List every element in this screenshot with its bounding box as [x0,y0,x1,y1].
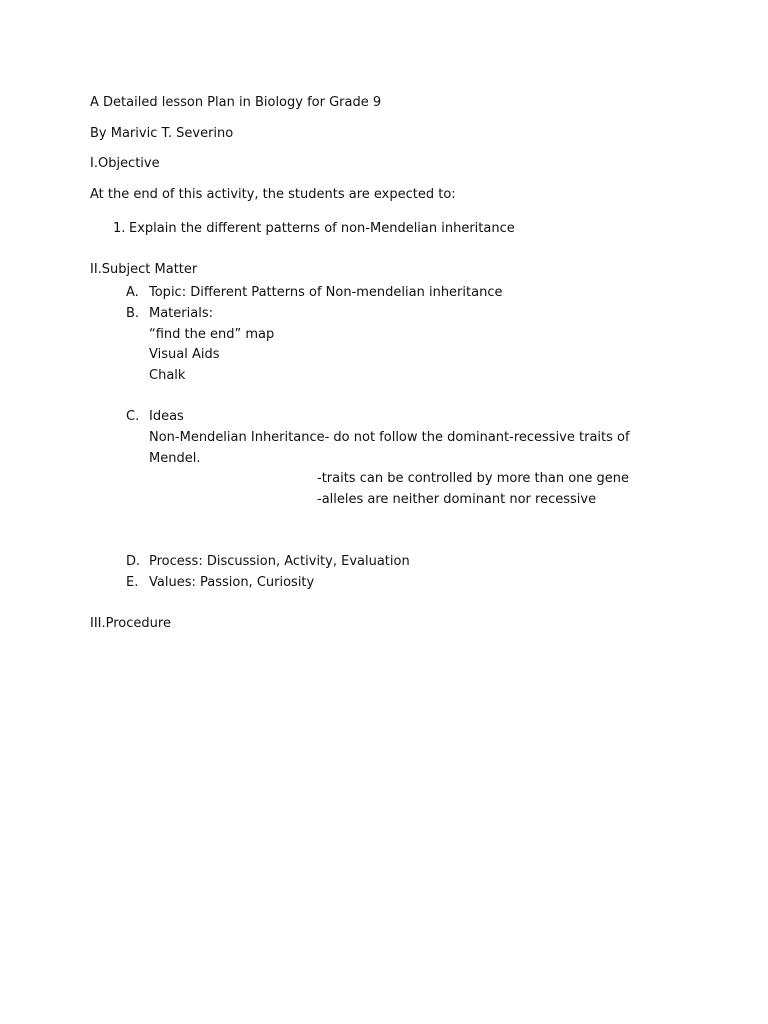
objective-heading: I.Objective [90,156,160,171]
materials-item: Chalk [149,368,186,383]
values-marker: E. [126,575,139,590]
objective-1-text: Explain the different patterns of non-Mendelian inheritance [129,221,515,236]
ideas-point: -traits can be controlled by more than one gene [317,471,630,486]
document-title: A Detailed lesson Plan in Biology for Grade 9 [90,95,382,110]
topic-text: Topic: Different Patterns of Non-mendelian inheritance [149,285,503,300]
materials-item: Visual Aids [149,347,220,362]
ideas-definition-continued: Mendel. [149,451,201,466]
process-marker: D. [126,554,141,569]
topic-marker: A. [126,285,139,300]
process-text: Process: Discussion, Activity, Evaluation [149,554,410,569]
materials-item: “find the end” map [149,327,275,342]
materials-marker: B. [126,306,140,321]
materials-label: Materials: [149,306,213,321]
objective-1-marker: 1. [113,221,126,236]
objective-intro: At the end of this activity, the students are expected to: [90,187,456,202]
ideas-marker: C. [126,409,140,424]
author-line: By Marivic T. Severino [90,126,234,141]
ideas-label: Ideas [149,409,184,424]
ideas-point: -alleles are neither dominant nor recessive [317,492,597,507]
procedure-heading: III.Procedure [90,616,171,631]
ideas-definition: Non-Mendelian Inheritance- do not follow the dominant-recessive traits of [149,430,630,445]
values-text: Values: Passion, Curiosity [149,575,315,590]
subject-matter-heading: II.Subject Matter [90,262,198,277]
